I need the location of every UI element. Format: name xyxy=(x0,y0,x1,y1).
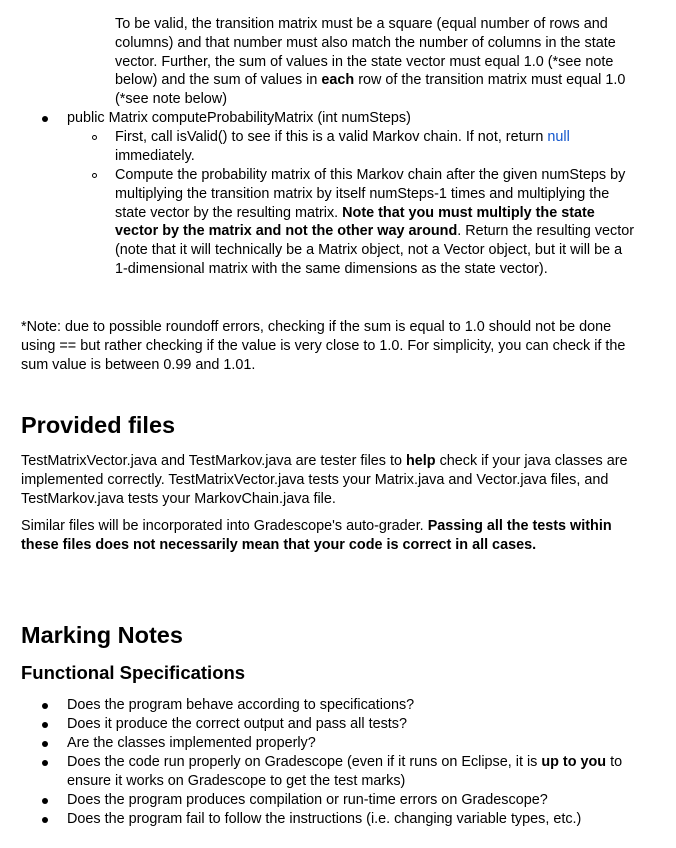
bullet-icon xyxy=(42,116,48,122)
marking-notes-heading: Marking Notes xyxy=(21,622,183,648)
list-item: Does the program fail to follow the instructions (i.e. changing variable types, etc.) xyxy=(67,811,582,827)
functional-specifications-heading: Functional Specifications xyxy=(21,662,246,683)
bullet-icon xyxy=(42,722,48,728)
list-item: Does the code run properly on Gradescope (even if it runs on Eclipse, it is up to you to ensure it works on Gradescope to get the test marks) xyxy=(67,754,623,789)
method-step-2: Compute the probability matrix of this Markov chain after the given numSteps by multiplying the transition matrix by itself numSteps-1 times and multiplying the state vector by the resulting matrix. Note that you must multiply the state vector by the matrix and not the other way around. Return the resulting vector (note that it will technically be a Matrix object, not a Vector object, but it will be a 1-dimensional matrix with the same dimensions as the state vector). xyxy=(115,167,635,277)
validity-paragraph: To be valid, the transition matrix must be a square (equal number of rows and columns) and that number must also match the number of columns in the state vector. Further, the sum of values in the state vector must equal 1.0 (*see note below) and the sum of values in each row of the transition matrix must equal 1.0 (*see note below) xyxy=(115,16,626,108)
list-item: Does the program produces compilation or run-time errors on Gradescope? xyxy=(67,792,548,808)
bullet-icon xyxy=(42,817,48,823)
bullet-icon xyxy=(42,760,48,766)
circle-bullet-icon xyxy=(92,135,97,140)
bullet-icon xyxy=(42,703,48,709)
provided-files-heading: Provided files xyxy=(21,412,176,438)
list-item: Does it produce the correct output and pass all tests? xyxy=(67,716,407,732)
circle-bullet-icon xyxy=(92,173,97,178)
provided-files-paragraph-1: TestMatrixVector.java and TestMarkov.java are tester files to help check if your java classes are implemented correctly. TestMatrixVector.java tests your Matrix.java and Vector.java files, and TestMarkov.java tests your MarkovChain.java file. xyxy=(21,453,628,507)
list-item: Does the program behave according to specifications? xyxy=(67,697,415,713)
list-item: Are the classes implemented properly? xyxy=(67,735,316,751)
bullet-icon xyxy=(42,798,48,804)
method-step-1: First, call isValid() to see if this is a valid Markov chain. If not, return null immediately. xyxy=(115,129,570,164)
provided-files-paragraph-2: Similar files will be incorporated into Gradescope's auto-grader. Passing all the tests within these files does not necessarily mean that your code is correct in all cases. xyxy=(21,518,612,553)
bullet-icon xyxy=(42,741,48,747)
method-signature: public Matrix computeProbabilityMatrix (int numSteps) xyxy=(67,110,411,126)
null-keyword: null xyxy=(547,129,570,145)
roundoff-note: *Note: due to possible roundoff errors, checking if the sum is equal to 1.0 should not be done using == but rather checking if the value is very close to 1.0. For simplicity, you can check if the sum value is between 0.99 and 1.01. xyxy=(21,319,626,373)
